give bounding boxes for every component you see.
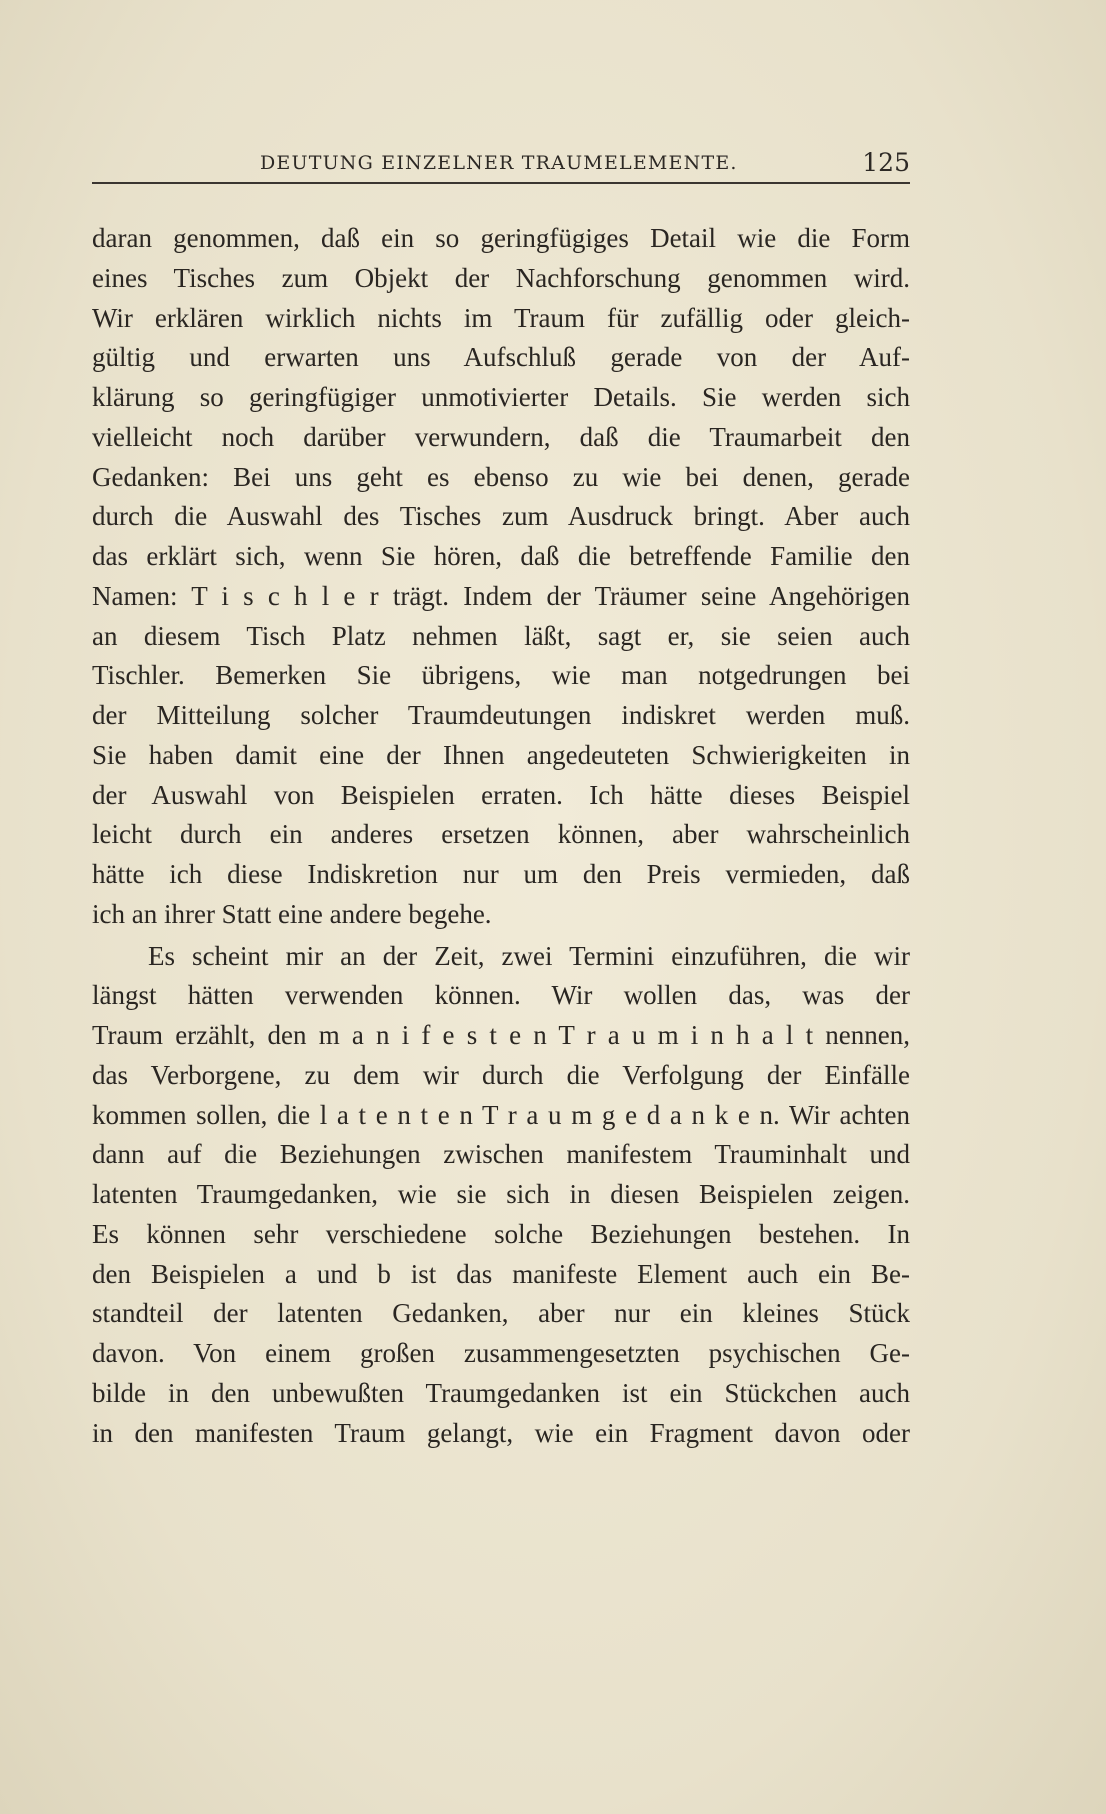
text-line: standteil der latenten Gedanken, aber nur ein kleines Stück	[92, 1298, 910, 1329]
text-line: in den manifesten Traum gelangt, wie ein Fragment davon oder	[92, 1417, 910, 1448]
text-line: Tischler. Bemerken Sie übrigens, wie man notgedrungen bei	[92, 660, 910, 691]
text-line: Sie haben damit eine der Ihnen angedeuteten Schwierigkeiten in	[92, 739, 910, 770]
text-line: dann auf die Beziehungen zwischen manifestem Trauminhalt und	[92, 1139, 910, 1170]
text-line: der Auswahl von Beispielen erraten. Ich hätte dieses Beispiel	[92, 779, 910, 810]
running-title: DEUTUNG EINZELNER TRAUMELEMENTE.	[260, 152, 738, 174]
text-line: gültig und erwarten uns Aufschluß gerade von der Auf-	[92, 342, 910, 373]
page-number: 125	[862, 148, 910, 177]
text-line: ich an ihrer Statt eine andere begehe.	[92, 898, 492, 929]
text-line: bilde in den unbewußten Traumgedanken ist ein Stückchen auch	[92, 1377, 910, 1408]
text-line: Wir erklären wirklich nichts im Traum für zufällig oder gleich-	[92, 302, 910, 333]
text-line: klärung so geringfügiger unmotivierter Details. Sie werden sich	[92, 382, 910, 412]
text-line: längst hätten verwenden können. Wir wollen das, was der	[92, 980, 910, 1011]
text-line: an diesem Tisch Platz nehmen läßt, sagt er, sie seien auch	[92, 620, 910, 651]
text-line: das Verborgene, zu dem wir durch die Verfolgung der Einfälle	[92, 1059, 910, 1090]
header-rule	[92, 182, 910, 184]
text-line: Namen: T i s c h l e r trägt. Indem der Träumer seine Angehörigen	[92, 580, 910, 611]
text-line: vielleicht noch darüber verwundern, daß die Traumarbeit den	[92, 421, 910, 452]
text-line: das erklärt sich, wenn Sie hören, daß die betreffende Familie den	[92, 541, 910, 571]
text-line: Traum erzählt, den m a n i f e s t e n T r a u m i n h a l t nennen,	[92, 1020, 910, 1050]
text-line: hätte ich diese Indiskretion nur um den Preis vermieden, daß	[92, 859, 910, 889]
body-text	[92, 219, 910, 1453]
paragraph-2	[92, 937, 910, 1454]
text-line: Gedanken: Bei uns geht es ebenso zu wie bei denen, gerade	[92, 461, 910, 492]
paragraph-1	[92, 219, 910, 935]
text-line: latenten Traumgedanken, wie sie sich in diesen Beispielen zeigen.	[92, 1179, 910, 1209]
text-line: leicht durch ein anderes ersetzen können, aber wahrscheinlich	[92, 819, 910, 850]
text-line: eines Tisches zum Objekt der Nachforschung genommen wird.	[92, 262, 910, 293]
text-line: daran genommen, daß ein so geringfügiges Detail wie die Form	[92, 223, 910, 253]
text-line: kommen sollen, die l a t e n t e n T r a u m g e d a n k e n. Wir achten	[92, 1099, 910, 1130]
text-line: durch die Auswahl des Tisches zum Ausdruck bringt. Aber auch	[92, 501, 910, 532]
text-line: davon. Von einem großen zusammengesetzten psychischen Ge-	[92, 1338, 910, 1368]
text-line: Es können sehr verschiedene solche Beziehungen bestehen. In	[92, 1218, 910, 1249]
text-line: den Beispielen a und b ist das manifeste Element auch ein Be-	[92, 1258, 910, 1289]
running-head	[92, 148, 910, 182]
text-line: der Mitteilung solcher Traumdeutungen indiskret werden muß.	[92, 700, 910, 730]
text-line: Es scheint mir an der Zeit, zwei Termini einzuführen, die wir	[148, 940, 910, 971]
